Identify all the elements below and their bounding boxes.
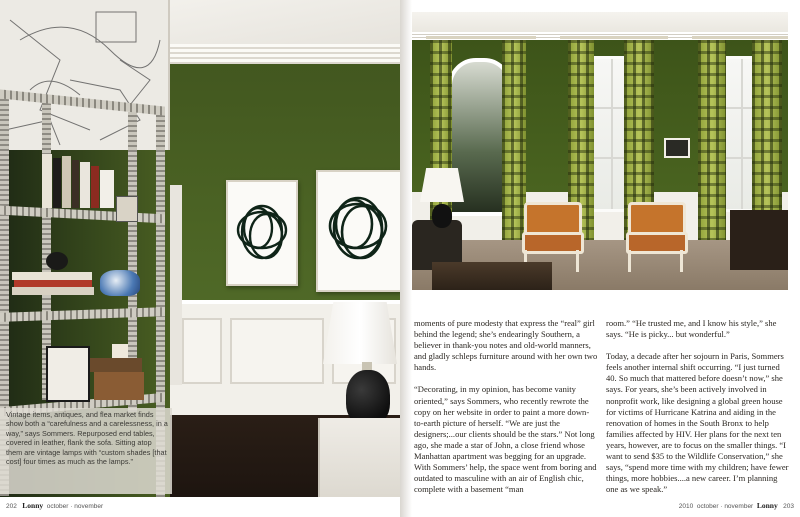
coffee-table xyxy=(432,262,552,290)
book xyxy=(80,162,90,208)
white-end-table xyxy=(318,418,400,497)
sketch-artwork xyxy=(0,0,170,150)
lamp-shade xyxy=(323,302,397,364)
orange-chair-seat xyxy=(522,232,584,254)
magazine-name: Lonny xyxy=(756,501,778,510)
book-stack xyxy=(12,272,92,280)
orange-chair-seat xyxy=(626,232,688,254)
framed-photo xyxy=(46,346,90,402)
chair-leg xyxy=(680,250,683,272)
plaid-curtain xyxy=(698,40,726,240)
crown-molding xyxy=(168,44,400,64)
chair-leg xyxy=(576,250,579,272)
book-stack xyxy=(14,280,92,287)
wood-box xyxy=(94,372,144,400)
wood-box xyxy=(90,358,142,372)
left-folio xyxy=(6,501,103,510)
curtain-rod xyxy=(560,36,668,39)
dark-side-table xyxy=(730,210,788,270)
blue-white-jar xyxy=(100,270,140,296)
sketch-drawing xyxy=(0,0,168,150)
photo-frame xyxy=(116,196,138,222)
photo-caption: Vintage items, antiques, and flea market finds show both a “carefulness and a carelessness, in a way,” says Sommers. Repurposed end tables, covered in leather, flank the sofa. Sitting atop them are vintage lamps with “custom shades [that cost] four times as much as the lamps.” xyxy=(6,410,168,467)
article-paragraph: moments of pure modesty that express the “real” girl behind the legend; she’s endearingly Southern, a believer in thank-you notes and old-world manners, and gladly schleps furniture around with her own two hands. xyxy=(414,318,598,373)
page-number: 203 xyxy=(783,503,794,510)
ink-circles-drawing xyxy=(318,172,400,290)
book-stack xyxy=(12,287,94,295)
orange-chair-back xyxy=(628,202,686,236)
gutter xyxy=(400,0,412,517)
circle-artwork-left xyxy=(226,180,298,286)
ink-circles-drawing xyxy=(228,182,296,284)
circle-artwork-right xyxy=(316,170,400,292)
year: 2010 xyxy=(678,503,694,510)
orange-chair-back xyxy=(524,202,582,236)
left-page-photo xyxy=(0,0,400,497)
black-lamp-base xyxy=(432,204,452,228)
plaid-curtain xyxy=(502,40,526,240)
book xyxy=(100,170,114,208)
black-bowl xyxy=(46,252,68,270)
book xyxy=(42,154,52,208)
right-page-photo xyxy=(412,12,788,290)
curtain-rod xyxy=(692,36,788,39)
article-column-1 xyxy=(414,318,598,506)
small-framed-art xyxy=(664,138,690,158)
page-number: 202 xyxy=(6,503,17,510)
issue-date: october · november xyxy=(46,503,104,510)
issue-date: october · november xyxy=(696,503,754,510)
chair-leg xyxy=(628,250,631,272)
book xyxy=(62,156,71,208)
curtain-rod xyxy=(426,36,536,39)
book xyxy=(53,158,61,208)
lamp-shade xyxy=(420,168,464,202)
article-column-2 xyxy=(606,318,790,506)
wainscot-panel xyxy=(182,318,222,384)
right-folio xyxy=(679,501,794,510)
article-paragraph: “Decorating, in my opinion, has become vanity oriented,” says Sommers, who recently rewrote the copy on her website in order to paint a more down-to-earth picture of herself. “We are just the designers;...our clients should be the stars.” Not long ago, she made a star of John, a close friend whose Manhattan apartment was begging for an upgrade. With Sommers’ help, the space went from boring and outdated to masculine with an air of English chic, complete with a basement “man xyxy=(414,384,597,495)
door-frame xyxy=(168,185,182,385)
article-paragraph: Today, a decade after her sojourn in Paris, Sommers feels another internal shift occurring. “I just turned 40. So much that mattered before doesn’t now,” she says. For years, she’s been actively involved in nonprofit work, like designing a global green house for victims of Hurricane Katrina and aiding in the renovation of homes in the South Bronx to help families affected by HIV. Her plans for the next ten years, however, are to focus on the smaller things. “I want to send $35 to the Wildlife Conservation,” she says, “spend more time with my children; have fewer things, more hobbies....a new career. I’m planning one as we speak.” xyxy=(606,351,789,495)
wainscot-panel xyxy=(230,318,324,384)
book xyxy=(91,166,99,208)
candle xyxy=(112,344,128,358)
magazine-name: Lonny xyxy=(22,501,44,510)
article-paragraph: room.” “He trusted me, and I know his style,” she says. “He is picky... but wonderful.” xyxy=(606,318,777,340)
book xyxy=(72,160,79,208)
